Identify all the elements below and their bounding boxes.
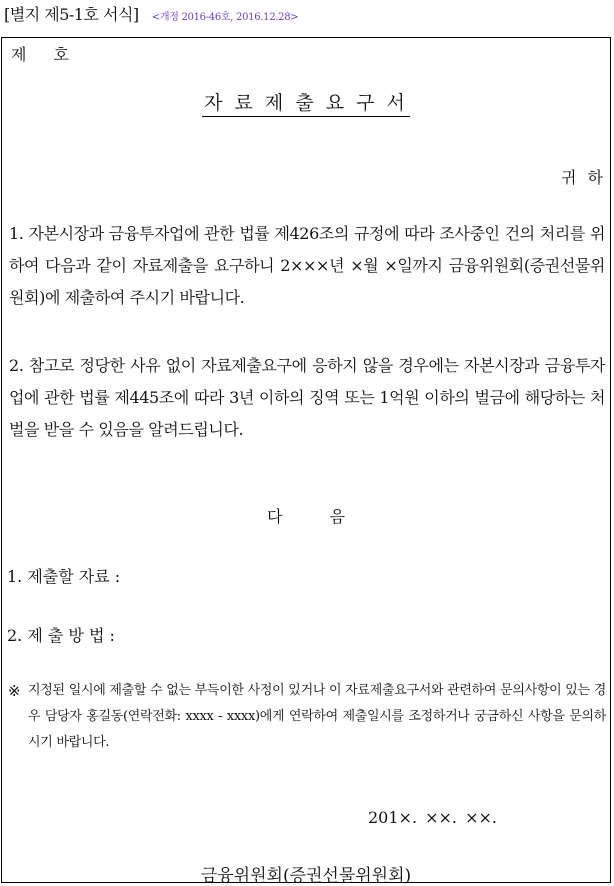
form-label: [별지 제5-1호 서식] — [4, 5, 139, 24]
item-method: 2. 제 출 방 법 : — [7, 626, 115, 645]
note-block — [8, 678, 606, 756]
issuer-name: 금융위원회(증권선물위원회) — [200, 866, 412, 886]
note-text: 지정된 일시에 제출할 수 없는 부득이한 사정이 있거나 이 자료제출요구서와 관련하여 문의사항이 있는 경우 담당자 홍길동(연락전화: xxxx - xxxx)에게 연락하여 제출일시를 조정하거나 궁금하신 사항을 문의하시기 바랍니다. — [28, 683, 606, 750]
form-revision: <개정 2016-46호, 2016.12.28> — [151, 12, 299, 23]
reference-mark-icon: ※ — [8, 682, 21, 700]
document-title-text: 자 료 제 출 요 구 서 — [202, 92, 410, 117]
following-heading: 다 음 — [267, 507, 345, 526]
document-title — [2, 88, 610, 115]
document-box — [1, 37, 611, 886]
document-date: 201×. ××. ××. — [368, 808, 497, 827]
paragraph-penalty-notice: 2. 참고로 정당한 사유 없이 자료제출요구에 응하지 않을 경우에는 자본시장과 금융투자업에 관한 법률 제445조에 따라 3년 이하의 징역 또는 1억원 이하의 벌금에 해당하는 처벌을 받을 수 있음을 알려드립니다. — [9, 356, 605, 439]
recipient-label: 귀 하 — [561, 168, 603, 187]
item-materials: 1. 제출할 자료 : — [7, 567, 121, 586]
document-number-label: 제 호 — [11, 45, 69, 64]
form-header — [4, 2, 298, 26]
paragraph-request: 1. 자본시장과 금융투자업에 관한 법률 제426조의 규정에 따라 조사중인 건의 처리를 위하여 다음과 같이 자료제출을 요구하니 2×××년 ×월 ×일까지 금융위원회(증권선물위원회)에 제출하여 주시기 바랍니다. — [9, 224, 605, 307]
